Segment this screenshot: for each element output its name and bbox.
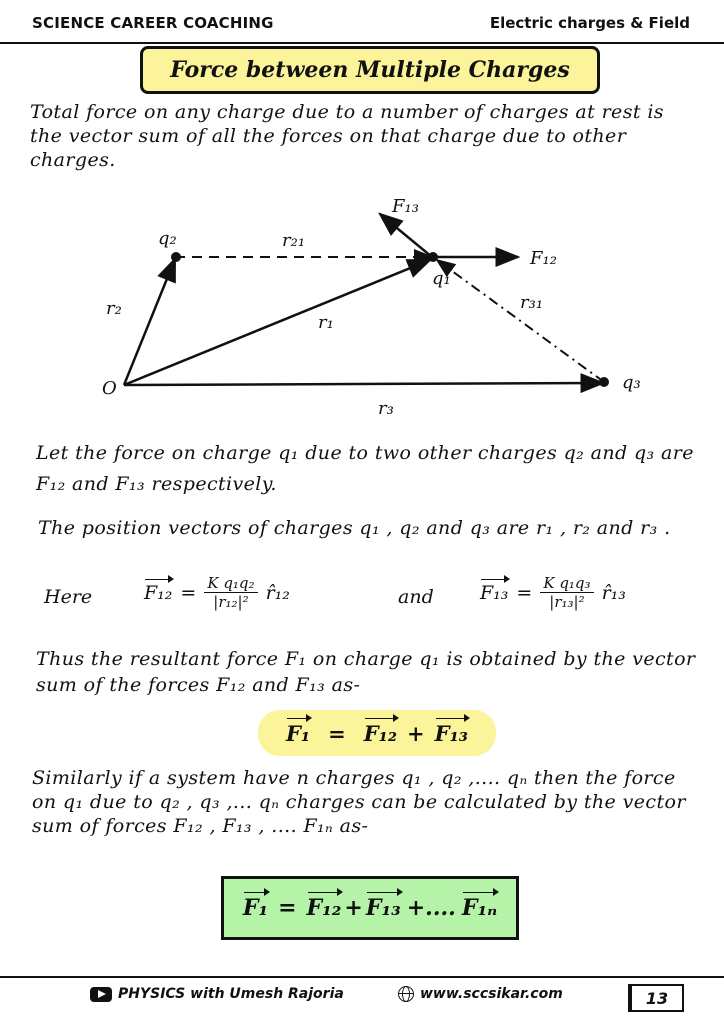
and-label: and <box>398 586 434 608</box>
n-charges-paragraph: Similarly if a system have n charges q₁ , q₂ ,.... qₙ then the force on q₁ due to q₂ , q₃ ,... qₙ charges can be calculated by the vector sum of forces F₁₂ , F₁₃ , .... F₁ₙ as- <box>32 767 686 837</box>
label-q3: q₃ <box>622 372 641 393</box>
f13-term: F₁₃ <box>365 895 401 921</box>
equals-sign: = <box>328 720 346 746</box>
plus-sign: + <box>344 895 363 921</box>
youtube-icon <box>90 987 112 1002</box>
label-r3: r₃ <box>378 398 394 419</box>
equals-sign: = <box>516 581 533 604</box>
footer-divider <box>0 976 724 978</box>
numerator-f12: K q₁q₂ <box>204 574 257 593</box>
label-f12: F₁₂ <box>530 248 557 269</box>
label-r31: r₃₁ <box>520 292 544 313</box>
f12-symbol: F₁₂ <box>144 581 173 604</box>
resultant-equation-box <box>258 710 496 756</box>
force-definition-paragraph: Let the force on charge q₁ due to two other charges q₂ and q₃ are F₁₂ and F₁₃ respectively. <box>36 442 694 495</box>
resultant-force-paragraph: Thus the resultant force F₁ on charge q₁ is obtained by the vector sum of the forces F₁₂ and F₁₃ as- <box>36 648 696 696</box>
coulomb-equations-row <box>44 574 684 630</box>
general-equation-box <box>221 876 519 940</box>
footer-website <box>398 986 563 1002</box>
denominator-f12: |r₁₂|² <box>213 593 249 611</box>
footer-website-url: www.sccsikar.com <box>420 986 563 1002</box>
force-f13-line <box>380 214 432 257</box>
ellipsis-term: +.... <box>406 895 456 921</box>
footer-channel <box>90 986 344 1002</box>
position-vectors-paragraph: The position vectors of charges q₁ , q₂ and q₃ are r₁ , r₂ and r₃ . <box>38 517 671 539</box>
equation-f12 <box>144 574 290 611</box>
globe-icon <box>398 986 414 1002</box>
f13-symbol: F₁₃ <box>480 581 509 604</box>
label-q2: q₂ <box>158 228 177 249</box>
fraction-f13 <box>540 574 593 611</box>
vector-r31-line <box>437 260 604 382</box>
footer-channel-name: PHYSICS with Umesh Rajoria <box>118 986 344 1002</box>
f1-term: F₁ <box>286 720 311 746</box>
vector-r1-line <box>124 260 430 385</box>
f13-term: F₁₃ <box>434 720 468 746</box>
charge-q1-dot <box>428 252 438 262</box>
unit-vector-r13: r̂₁₃ <box>601 581 626 604</box>
page-number: 13 <box>628 984 684 1012</box>
charge-q2-dot <box>171 252 181 262</box>
label-r1: r₁ <box>318 312 334 333</box>
label-r2: r₂ <box>106 298 122 319</box>
f12-term: F₁₂ <box>363 720 398 746</box>
page-title: Force between Multiple Charges <box>140 46 600 94</box>
unit-vector-r12: r̂₁₂ <box>265 581 290 604</box>
page-header <box>0 0 724 44</box>
charges-diagram <box>0 180 724 430</box>
label-r21: r₂₁ <box>282 230 306 251</box>
label-f13: F₁₃ <box>392 196 419 217</box>
plus-sign: + <box>407 720 425 746</box>
equals-sign: = <box>278 895 297 921</box>
origin-label: O <box>102 378 117 399</box>
f1-term: F₁ <box>242 895 269 921</box>
f1n-term: F₁ₙ <box>461 895 498 921</box>
header-right-title: Electric charges & Field <box>489 14 690 32</box>
denominator-f13: |r₁₃|² <box>549 593 585 611</box>
label-q1: q₁ <box>432 268 451 289</box>
vector-r3-line <box>124 383 603 385</box>
equation-f13 <box>480 574 626 611</box>
charge-q3-dot <box>599 377 609 387</box>
here-label: Here <box>44 586 93 608</box>
header-left-title: SCIENCE CAREER COACHING <box>32 14 274 32</box>
f12-term: F₁₂ <box>306 895 342 921</box>
equals-sign: = <box>180 581 197 604</box>
fraction-f12 <box>204 574 257 611</box>
numerator-f13: K q₁q₃ <box>540 574 593 593</box>
intro-paragraph: Total force on any charge due to a number of charges at rest is the vector sum of all the forces on that charge due to other charges. <box>30 101 664 171</box>
